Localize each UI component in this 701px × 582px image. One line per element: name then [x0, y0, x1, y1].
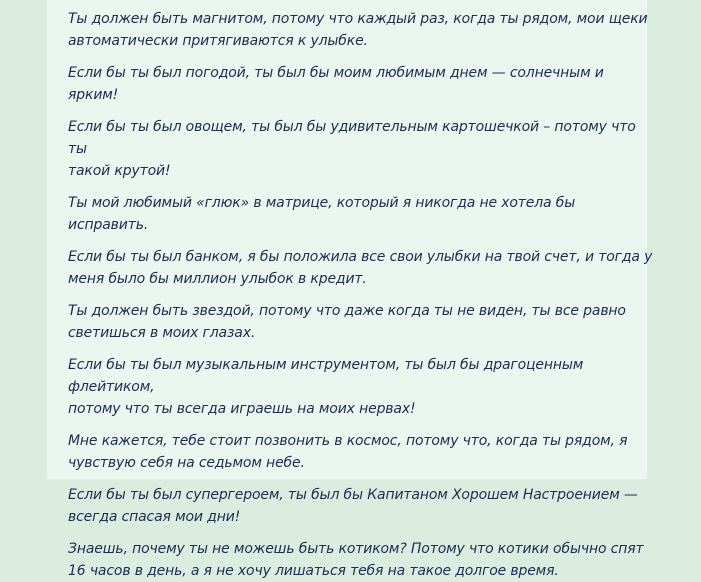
list-item: Если бы ты был супергероем, ты был бы Капитаном Хорошем Настроением — всегда спасая мои дни! [68, 487, 638, 525]
list-item: Мне кажется, тебе стоит позвонить в космос, потому что, когда ты рядом, я чувствую себя на седьмом небе. [68, 433, 628, 471]
list-item: Если бы ты был овощем, ты был бы удивительным картошечкой – потому что ты такой крутой! [68, 119, 636, 179]
list-item: Если бы ты был погодой, ты был бы моим любимым днем — солнечным и ярким! [68, 65, 604, 103]
list-item: Ты мой любимый «глюк» в матрице, который я никогда не хотела бы исправить. [68, 195, 576, 233]
list-item: Ты должен быть звездой, потому что даже когда ты не виден, ты все равно светишься в моих глазах. [68, 303, 626, 341]
list-item: Если бы ты был музыкальным инструментом, ты был бы драгоценным флейтиком, потому что ты всегда играешь на моих нервах! [68, 357, 584, 417]
list-item: Ты должен быть магнитом, потому что каждый раз, когда ты рядом, мои щеки автоматически притягиваются к улыбке. [68, 11, 648, 49]
list-item: Если бы ты был банком, я бы положила все свои улыбки на твой счет, и тогда у меня было бы миллион улыбок в кредит. [68, 249, 653, 287]
compliment-list [68, 8, 658, 582]
list-item: Знаешь, почему ты не можешь быть котиком? Потому что котики обычно спят 16 часов в день, а я не хочу лишаться тебя на такое долгое время. [68, 541, 644, 579]
article-content-panel [47, 0, 653, 579]
